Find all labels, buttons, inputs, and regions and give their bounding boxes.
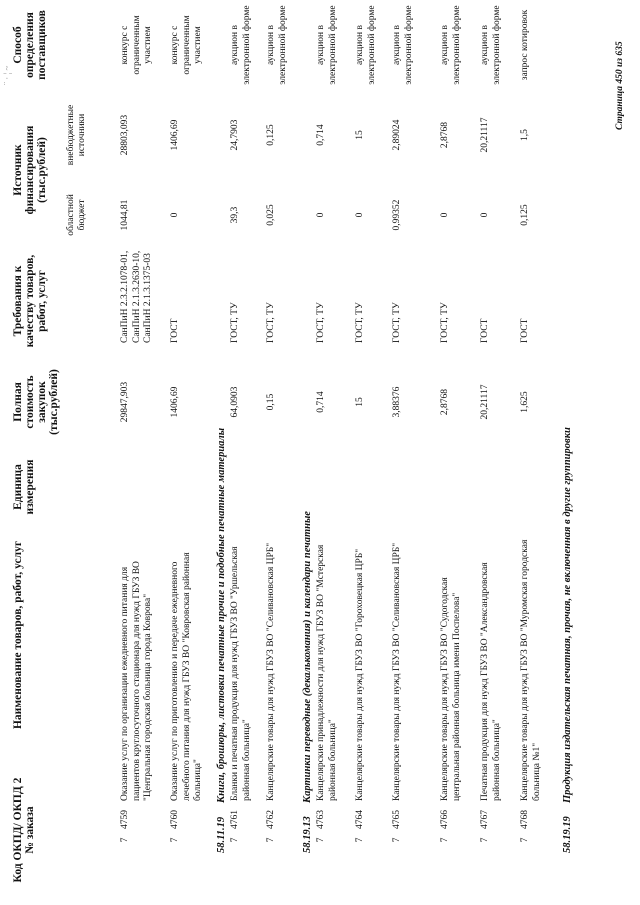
okpd-code: 7 bbox=[170, 837, 180, 843]
funding-extra: 0,714 bbox=[316, 124, 326, 146]
item-total: 1,625 bbox=[520, 391, 530, 413]
funding-regional: 0,125 bbox=[520, 204, 530, 226]
procurement-method: конкурс с ограниченным участием bbox=[170, 15, 203, 75]
item-total: 29847,903 bbox=[120, 381, 130, 423]
order-number: 4768 bbox=[520, 810, 530, 829]
item-total: 3,88376 bbox=[392, 386, 402, 418]
procurement-method: аукцион в электронной форме bbox=[480, 5, 502, 85]
section-code: 58.19.19 bbox=[562, 816, 573, 853]
order-number: 4763 bbox=[316, 810, 326, 829]
order-number: 4766 bbox=[440, 810, 450, 829]
header-unit: Единица измерения bbox=[12, 459, 36, 515]
funding-extra: 0,125 bbox=[266, 124, 276, 146]
funding-extra: 1,5 bbox=[520, 129, 530, 141]
header-requirements: Требования к качеству товаров, работ, услуг bbox=[12, 254, 48, 348]
funding-extra: 24,7903 bbox=[230, 119, 240, 151]
funding-regional: 0,025 bbox=[266, 204, 276, 226]
section-title: Продукция издательская печатная, прочая, не включенная в другие группировки bbox=[562, 427, 573, 803]
funding-regional: 1044,81 bbox=[120, 199, 130, 231]
header-name: Наименование товаров, работ, услуг bbox=[12, 540, 24, 730]
funding-regional: 0,99352 bbox=[392, 199, 402, 231]
funding-regional: 0 bbox=[440, 212, 450, 218]
item-name: Канцелярские товары для нужд ГБУЗ ВО "Муромская городская больница №1" bbox=[520, 539, 542, 801]
header-total: Полная стоимость закупок (тыс.рублей) bbox=[12, 369, 60, 435]
order-number: 4762 bbox=[266, 810, 276, 829]
item-name: Бланки и печатная продукция для нужд ГБУЗ ВО "Уршельская районная больница" bbox=[230, 546, 252, 801]
section-code: 58.19.13 bbox=[302, 816, 313, 853]
order-number: 4764 bbox=[355, 810, 365, 829]
procurement-method: запрос котировок bbox=[520, 9, 530, 81]
okpd-code: 7 bbox=[440, 837, 450, 843]
funding-extra: 2,8768 bbox=[440, 121, 450, 149]
okpd-code: 7 bbox=[355, 837, 365, 843]
order-number: 4761 bbox=[230, 810, 240, 829]
item-requirements: СанПиН 2.3.2.1078-01, СанПиН 2.1.3.2630-10, СанПиН 2.1.3.1375-03 bbox=[120, 250, 153, 343]
okpd-code: 7 bbox=[230, 837, 240, 843]
section-title: Картинки переводные (декалькомания) и календари печатные bbox=[302, 511, 313, 803]
item-requirements: ГОСТ bbox=[480, 318, 490, 343]
order-number: 4767 bbox=[480, 810, 490, 829]
okpd-code: 7 bbox=[520, 837, 530, 843]
section-title: Книги, брошюры, листовки печатные прочие и подобные печатные материалы bbox=[216, 427, 227, 803]
page-number: Страница 450 из 635 bbox=[615, 41, 625, 130]
section-code: 58.11.19 bbox=[216, 816, 227, 853]
order-number: 4765 bbox=[392, 810, 402, 829]
item-requirements: ГОСТ, ТУ bbox=[266, 302, 276, 343]
procurement-method: аукцион в электронной форме bbox=[392, 5, 414, 85]
item-name: Печатная продукция для нужд ГБУЗ ВО "Александровская районная больница" bbox=[480, 562, 502, 801]
item-total: 64,0903 bbox=[230, 386, 240, 418]
funding-extra: 2,89024 bbox=[392, 119, 402, 151]
item-name: Канцелярские товары для нужд ГБУЗ ВО "Гороховецкая ЦРБ" bbox=[355, 548, 365, 801]
item-name: Оказание услуг по приготовлению и передаче ежедневного лечебного питания для нужд ГБУЗ ВО "Ковровская районная больница" bbox=[170, 552, 203, 801]
header-funding-regional: областной бюджет bbox=[66, 194, 87, 236]
header-code: Код ОКПД/ ОКПД 2 № заказа bbox=[12, 777, 36, 883]
order-number: 4759 bbox=[120, 810, 130, 829]
procurement-method: аукцион в электронной форме bbox=[316, 5, 338, 85]
header-funding-extra: внебюджетные источники bbox=[66, 104, 87, 166]
procurement-method: аукцион в электронной форме bbox=[355, 5, 377, 85]
item-requirements: ГОСТ, ТУ bbox=[316, 302, 326, 343]
funding-regional: 0 bbox=[355, 212, 365, 218]
item-name: Оказание услуг по организации ежедневного питания для пациентов круглосуточного стационара для нужд ГБУЗ ВО "Центральная городская больница города Коврова" bbox=[120, 561, 153, 801]
okpd-code: 7 bbox=[120, 837, 130, 843]
header-funding: Источник финансирования (тыс.рублей) bbox=[12, 125, 48, 215]
funding-regional: 0 bbox=[316, 212, 326, 218]
item-total: 0,15 bbox=[266, 393, 276, 411]
item-name: Канцелярские товары для нужд ГБУЗ ВО "Селивановская ЦРБ" bbox=[266, 542, 276, 801]
item-name: Канцелярские товары для нужд ГБУЗ ВО "Судогодская центральная районная больница имени Поспелова" bbox=[440, 577, 462, 801]
item-name: Канцелярские товары для нужд ГБУЗ ВО "Селивановская ЦРБ" bbox=[392, 542, 402, 801]
funding-regional: 39,3 bbox=[230, 206, 240, 224]
procurement-method: аукцион в электронной форме bbox=[440, 5, 462, 85]
funding-extra: 15 bbox=[355, 130, 365, 140]
item-total: 1406,69 bbox=[170, 386, 180, 418]
item-requirements: ГОСТ, ТУ bbox=[440, 302, 450, 343]
funding-regional: 0 bbox=[170, 212, 180, 218]
okpd-code: 7 bbox=[316, 837, 326, 843]
item-requirements: ГОСТ, ТУ bbox=[392, 302, 402, 343]
item-requirements: ГОСТ, ТУ bbox=[230, 302, 240, 343]
header-method: Способ определения поставщиков bbox=[12, 10, 48, 80]
item-requirements: ГОСТ bbox=[170, 318, 180, 343]
okpd-code: 7 bbox=[392, 837, 402, 843]
procurement-method: аукцион в электронной форме bbox=[266, 5, 288, 85]
okpd-code: 7 bbox=[480, 837, 490, 843]
funding-extra: 28803,093 bbox=[120, 114, 130, 156]
item-requirements: ГОСТ bbox=[520, 318, 530, 343]
okpd-code: 7 bbox=[266, 837, 276, 843]
item-total: 15 bbox=[355, 397, 365, 407]
item-requirements: ГОСТ, ТУ bbox=[355, 302, 365, 343]
item-total: 20,21117 bbox=[480, 384, 490, 420]
item-total: 2,8768 bbox=[440, 388, 450, 416]
procurement-method: конкурс с ограниченным участием bbox=[120, 15, 153, 75]
scan-marks: ¨ · ¦ ~ bbox=[2, 65, 12, 85]
funding-extra: 20,21117 bbox=[480, 117, 490, 153]
order-number: 4760 bbox=[170, 810, 180, 829]
procurement-method: аукцион в электронной форме bbox=[230, 5, 252, 85]
item-name: Канцелярские принадлежности для нужд ГБУЗ ВО "Мстерская районная больница" bbox=[316, 544, 338, 801]
funding-extra: 1406,69 bbox=[170, 119, 180, 151]
item-total: 0,714 bbox=[316, 391, 326, 413]
funding-regional: 0 bbox=[480, 212, 490, 218]
